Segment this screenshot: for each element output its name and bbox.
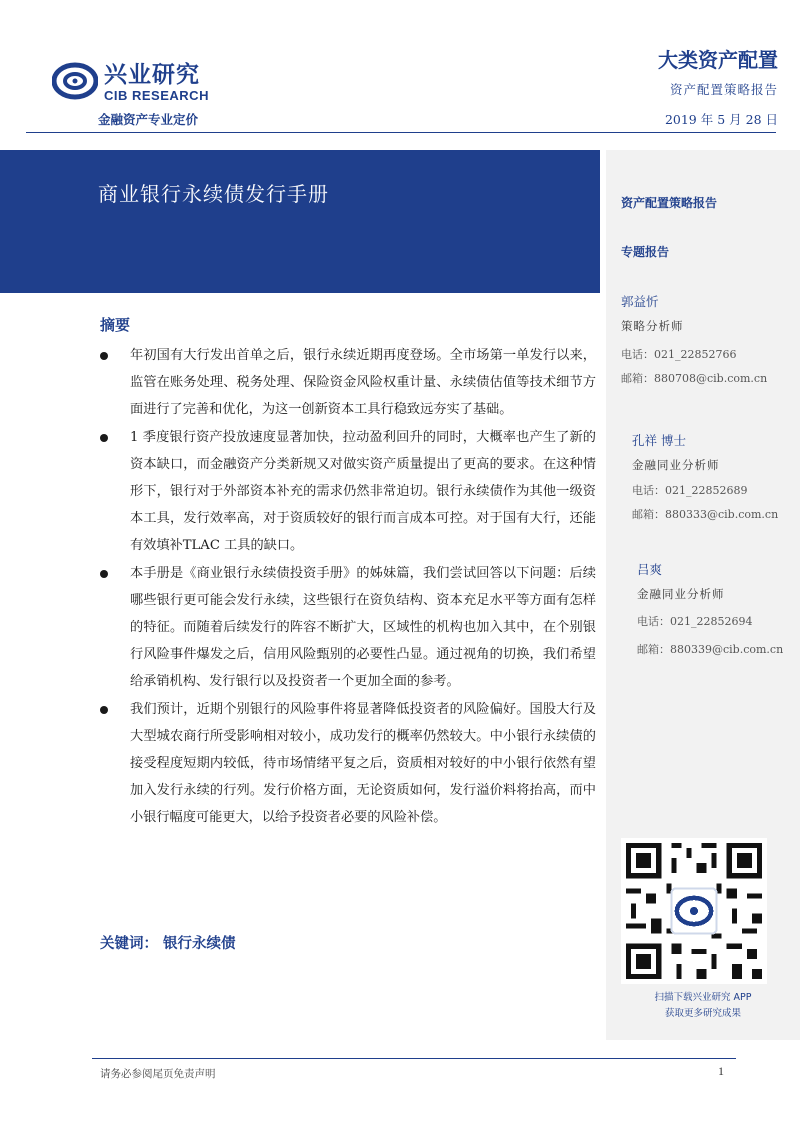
analyst-name: 孔祥 博士 xyxy=(632,433,686,448)
bullet-text: 年初国有大行发出首单之后，银行永续近期再度登场。全市场第一单发行以来，监管在账务处理、税务处理、保险资金风险权重计量、永续债估值等技术细节方面进行了完善和优化，为这一创新资本工具行稳致远夯实了基础。 xyxy=(130,348,596,417)
bullet-icon xyxy=(100,570,108,578)
bullet-icon xyxy=(100,706,108,714)
qr-caption-more: 获取更多研究成果 xyxy=(664,1008,741,1019)
logo-chinese-text: 兴业研究 xyxy=(104,62,200,88)
analyst-phone: 电话：021_22852689 xyxy=(632,484,748,497)
report-type: 资产配置策略报告 xyxy=(669,82,778,97)
qr-code-icon[interactable] xyxy=(621,838,767,984)
analyst-email[interactable]: 邮箱：880339@cib.com.cn xyxy=(637,643,784,656)
analyst-phone: 电话：021_22852766 xyxy=(621,348,737,361)
analyst-email[interactable]: 邮箱：880708@cib.com.cn xyxy=(621,372,768,385)
title-banner xyxy=(0,150,600,293)
sidebar-report-type: 资产配置策略报告 xyxy=(621,196,718,210)
analyst-title: 策略分析师 xyxy=(621,319,684,333)
page-number: 1 xyxy=(718,1064,724,1078)
analyst-title: 金融同业分析师 xyxy=(637,587,725,601)
bullet-icon xyxy=(100,352,108,360)
report-category: 大类资产配置 xyxy=(658,48,778,72)
report-date: 2019 年 5 月 28 日 xyxy=(664,112,778,127)
analyst-name: 吕爽 xyxy=(637,562,663,577)
qr-caption-download: 扫描下载兴业研究 APP xyxy=(654,992,752,1003)
bullet-text: 本手册是《商业银行永续债投资手册》的姊妹篇，我们尝试回答以下问题：后续哪些银行更可能会发行永续，这些银行在资负结构、资本充足水平等方面有怎样的特征。而随着后续发行的阵容不断扩大，区域性的机构也加入其中，在个别银行风险事件爆发之后，信用风险甄别的必要性凸显。通过视角的切换，我们希望给承销机构、发行银行以及投资者一个更加全面的参考。 xyxy=(130,566,596,689)
report-title: 商业银行永续债发行手册 xyxy=(98,182,329,206)
tagline: 金融资产专业定价 xyxy=(98,112,199,127)
bullet-text: 我们预计，近期个别银行的风险事件将显著降低投资者的风险偏好。国股大行及大型城农商行所受影响相对较小，成功发行的概率仍然较大。中小银行永续债的接受程度短期内较低，待市场情绪平复之后，资质相对较好的中小银行依然有望加入发行永续的行列。发行价格方面，无论资质如何，发行溢价料将抬高，而中小银行幅度可能更大，以给予投资者必要的风险补偿。 xyxy=(130,702,596,825)
bullet-text: 1 季度银行资产投放速度显著加快，拉动盈利回升的同时，大概率也产生了新的资本缺口，而金融资产分类新规又对做实资产质量提出了更高的要求。在这种情形下，银行对于外部资本补充的需求仍然非常迫切。银行永续债作为其他一级资本工具，发行效率高，对于资质较好的银行而言成本可控。对于国有大行，还能有效填补TLAC 工具的缺口。 xyxy=(130,430,596,553)
logo-english-text: CIB RESEARCH xyxy=(104,88,209,103)
keywords: 关键词： 银行永续债 xyxy=(100,936,236,952)
abstract-bullet-list xyxy=(100,342,596,832)
analyst-title: 金融同业分析师 xyxy=(632,458,720,472)
footer-divider xyxy=(92,1058,736,1059)
list-item xyxy=(100,424,596,559)
cib-logo-icon xyxy=(52,58,98,104)
abstract-heading: 摘要 xyxy=(100,316,131,334)
analyst-phone: 电话：021_22852694 xyxy=(637,615,753,628)
sidebar-report-kind: 专题报告 xyxy=(621,245,670,259)
analyst-name: 郭益忻 xyxy=(621,294,659,309)
footer-disclaimer[interactable]: 请务必参阅尾页免责声明 xyxy=(100,1068,216,1080)
header-divider xyxy=(26,132,776,133)
list-item xyxy=(100,696,596,831)
bullet-icon xyxy=(100,434,108,442)
analyst-email[interactable]: 邮箱：880333@cib.com.cn xyxy=(632,508,779,521)
list-item xyxy=(100,342,596,423)
list-item xyxy=(100,560,596,695)
